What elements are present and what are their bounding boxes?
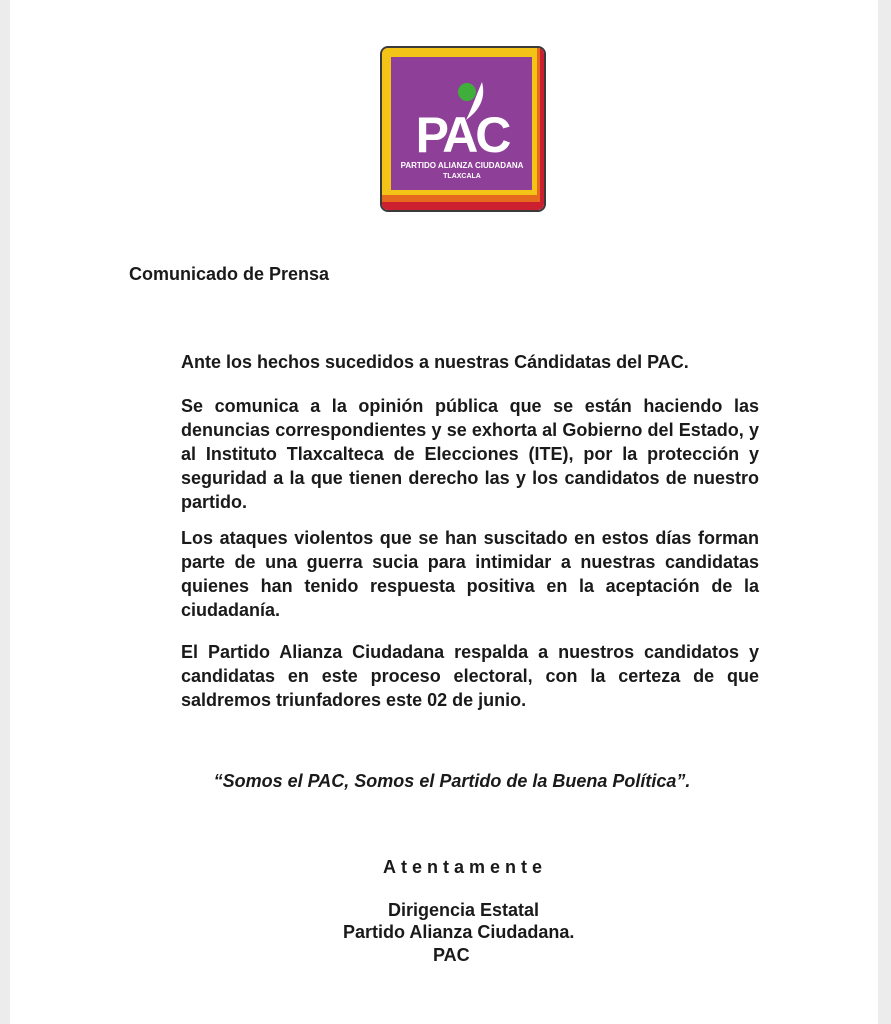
slogan: “Somos el PAC, Somos el Partido de la Buena Política”. [213, 771, 691, 791]
signature-line-dirigencia: Dirigencia Estatal [388, 900, 540, 920]
paragraph-denuncias: Se comunica a la opinión pública que se están haciendo las denuncias correspondientes y se exhorta al Gobierno del Estado, y al Instituto Tlaxcalteca de Elecciones (ITE), por la protección y seguridad a la que tienen derecho las y los candidatos de nuestro partido. [181, 396, 759, 512]
logo-region: TLAXCALA [443, 173, 481, 180]
pac-logo [382, 48, 544, 210]
press-release-page [10, 0, 878, 1024]
logo-party-name: PARTIDO ALIANZA CIUDADANA [400, 161, 524, 170]
logo-person-head-icon [458, 83, 476, 101]
signature-line-pac: PAC [433, 945, 470, 965]
signature-line-partido: Partido Alianza Ciudadana. [343, 922, 575, 942]
logo-acronym: PAC [415, 107, 509, 163]
paragraph-intro: Ante los hechos sucedidos a nuestras Cándidatas del PAC. [181, 352, 689, 372]
pac-logo-graphic [382, 48, 544, 210]
document-heading: Comunicado de Prensa [129, 264, 330, 284]
paragraph-respaldo: El Partido Alianza Ciudadana respalda a nuestros candidatos y candidatas en este proceso electoral, con la certeza de que saldremos triunfadores este 02 de junio. [181, 642, 759, 710]
paragraph-ataques: Los ataques violentos que se han suscitado en estos días forman parte de una guerra sucia para intimidar a nuestras candidatas quienes han tenido respuesta positiva en la aceptación de la ciudadanía. [181, 528, 759, 620]
closing-atentamente: Atentamente [383, 857, 548, 877]
